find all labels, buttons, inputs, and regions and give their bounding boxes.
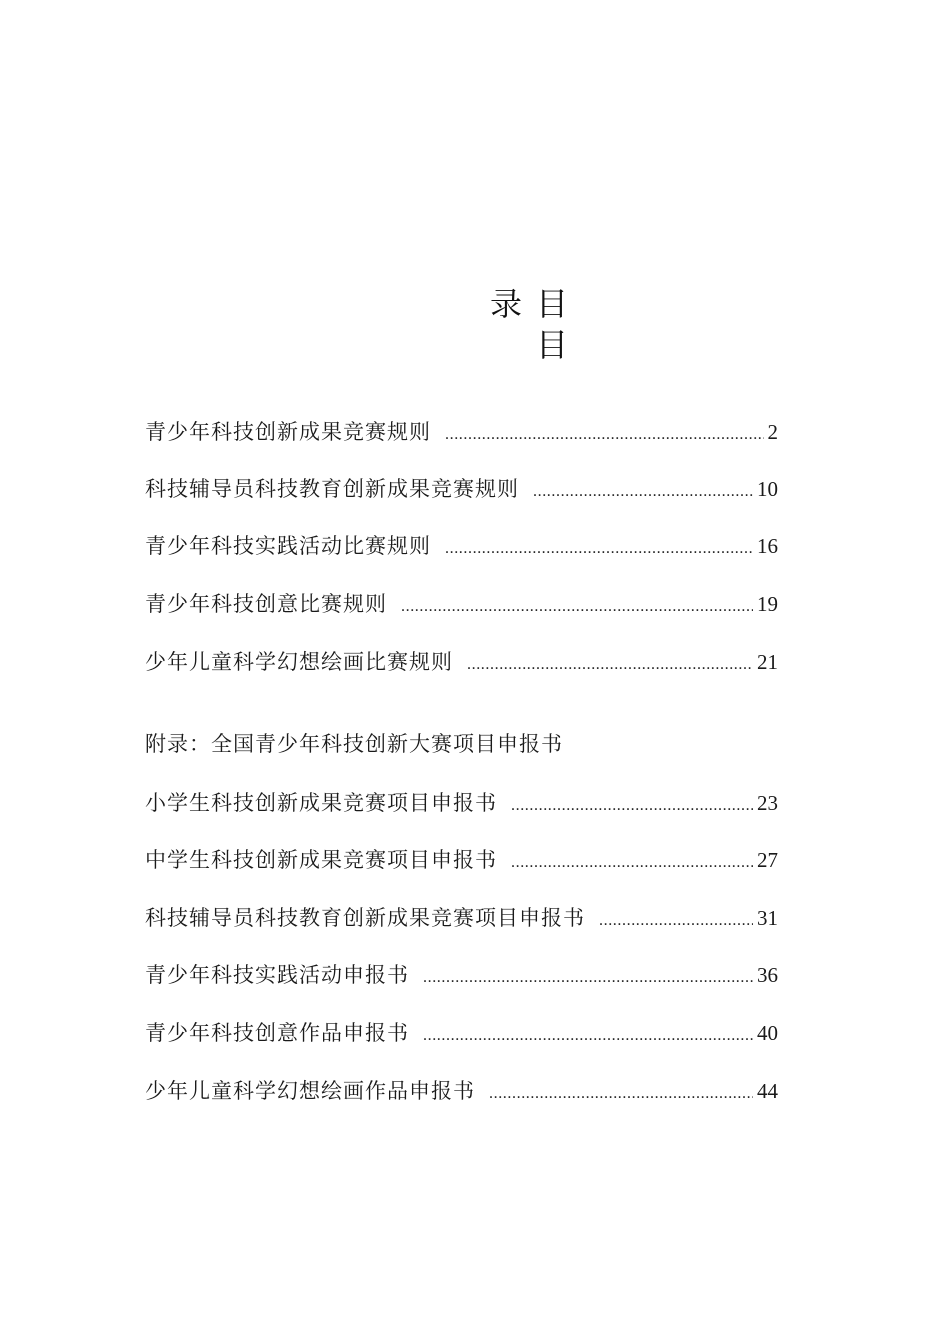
- toc-entry[interactable]: [145, 531, 778, 561]
- toc-entry-title: 中学生科技创新成果竞赛项目申报书: [145, 848, 497, 872]
- toc-entry[interactable]: [145, 589, 778, 619]
- toc-entry-page: 2: [767, 420, 778, 444]
- toc-entry-title: 小学生科技创新成果竞赛项目申报书: [145, 791, 497, 815]
- toc-dot-leader: [401, 592, 753, 622]
- toc-dot-leader: [511, 848, 753, 878]
- toc-entry-title: 青少年科技创意比赛规则: [145, 592, 387, 616]
- toc-entry[interactable]: [145, 1018, 778, 1048]
- toc-dot-leader: [533, 477, 753, 507]
- page-title-glyph: 录: [490, 285, 523, 323]
- toc-entry-page: 27: [757, 848, 778, 872]
- toc-entry-title: 青少年科技实践活动比赛规则: [145, 534, 431, 558]
- toc-entry[interactable]: [145, 960, 778, 990]
- toc-dot-leader: [445, 534, 753, 564]
- toc-entry-page: 21: [757, 650, 778, 674]
- toc-entry-page: 10: [757, 477, 778, 501]
- page-title-glyph: 目: [536, 285, 569, 323]
- toc-entry[interactable]: [145, 845, 778, 875]
- toc-entry[interactable]: [145, 788, 778, 818]
- toc-dot-leader: [423, 1021, 753, 1051]
- toc-dot-leader: [511, 791, 753, 821]
- toc-entry-page: 23: [757, 791, 778, 815]
- toc-entry-title: 青少年科技创意作品申报书: [145, 1021, 409, 1045]
- toc-entry-page: 40: [757, 1021, 778, 1045]
- toc-entry-page: 16: [757, 534, 778, 558]
- toc-entry-page: 19: [757, 592, 778, 616]
- toc-dot-leader: [423, 963, 753, 993]
- toc-entry-page: 44: [757, 1079, 778, 1103]
- toc-entry-title: 科技辅导员科技教育创新成果竞赛规则: [145, 477, 519, 501]
- toc-dot-leader: [445, 420, 764, 450]
- toc-entry-title: 少年儿童科学幻想绘画作品申报书: [145, 1079, 475, 1103]
- toc-entry-title: 青少年科技创新成果竞赛规则: [145, 420, 431, 444]
- toc-entry[interactable]: [145, 1076, 778, 1106]
- toc-entry-title: 少年儿童科学幻想绘画比赛规则: [145, 650, 453, 674]
- toc-dot-leader: [599, 906, 753, 936]
- page-title-glyph: 目: [536, 326, 569, 364]
- toc-entry[interactable]: [145, 647, 778, 677]
- toc-entry-page: 36: [757, 963, 778, 987]
- toc-dot-leader: [467, 650, 753, 680]
- appendix-heading: 附录：全国青少年科技创新大赛项目申报书: [145, 732, 563, 756]
- toc-dot-leader: [489, 1079, 753, 1109]
- toc-entry-title: 科技辅导员科技教育创新成果竞赛项目申报书: [145, 906, 585, 930]
- toc-entry[interactable]: [145, 474, 778, 504]
- toc-entry-title: 青少年科技实践活动申报书: [145, 963, 409, 987]
- toc-entry[interactable]: [145, 903, 778, 933]
- toc-entry[interactable]: [145, 417, 778, 447]
- toc-entry-page: 31: [757, 906, 778, 930]
